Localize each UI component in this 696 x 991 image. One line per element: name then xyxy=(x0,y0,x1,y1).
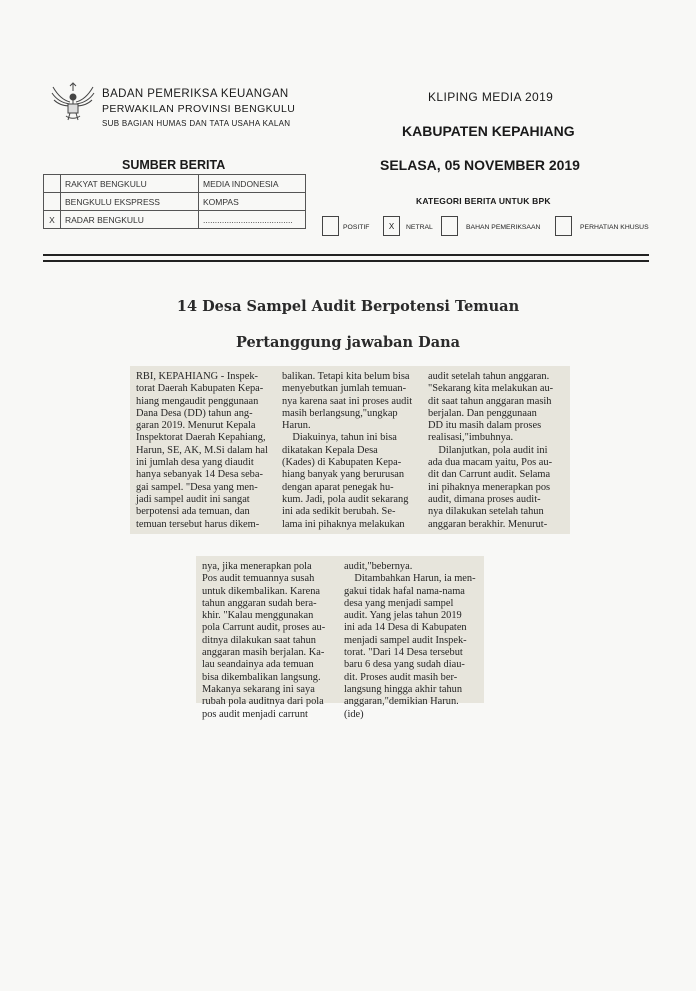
category-label: POSITIF xyxy=(343,224,370,231)
article-headline: 14 Desa Sampel Audit Berpotensi Temuan xyxy=(176,298,520,315)
source-name: RAKYAT BENGKULU xyxy=(61,175,199,193)
clipping-column: balikan. Tetapi kita belum bisa menyebutkan jumlah temuan- nya karena saat ini proses audit masih berlangsung,"ungkap Harun. Diakuinya, tahun ini bisa dikatakan Kepala Desa (Kades) di Kabupaten Kepa- hiang banyak yang berurusan dengan aparat penegak hu- kum. Jadi, pola audit sekarang ini ada sedikit berubah. Se- lama ini pihaknya melakukan xyxy=(282,371,413,530)
org-unit: SUB BAGIAN HUMAS DAN TATA USAHA KALAN xyxy=(102,119,291,128)
sources-table xyxy=(43,174,306,229)
source-name: BENGKULU EKSPRESS xyxy=(61,193,199,211)
clipping-column: nya, jika menerapkan pola Pos audit temuannya susah untuk dikembalikan. Karena tahun anggaran sudah bera- khir. "Kalau menggunakan pola Carrunt audit, proses au- ditnya dilakukan saat tahun anggaran masih berjalan. Ka- lau seandainya ada temuan bisa dikembalikan langsung. Makanya sekarang ini saya rubah pola auditnya dari pola pos audit menjadi carrunt xyxy=(202,561,326,720)
clipping-column: RBI, KEPAHIANG - Inspek- torat Daerah Kabupaten Kepa- hiang mengaudit penggunaan Dana Desa (DD) tahun ang- garan 2019. Menurut Kepala Inspektorat Daerah Kepahiang, Harun, SE, AK, M.Si dalam hal ini jumlah desa yang diaudit hanya sebanyak 14 Desa seba- gai sampel. "Desa yang men- jadi sampel audit ini sangat berpotensi ada temuan, dan temuan tersebut harus dikem- xyxy=(136,371,268,530)
divider xyxy=(43,254,649,256)
sources-title: SUMBER BERITA xyxy=(122,158,226,172)
garuda-emblem-icon xyxy=(48,74,98,124)
clipping-column: audit setelah tahun anggaran. "Sekarang kita melakukan au- dit saat tahun anggaran masih berjalan. Dan penggunaan DD itu masih dalam proses realisasi,"imbuhnya. Dilanjutkan, pola audit ini ada dua macam yaitu, Pos au- dit dan Carrunt audit. Selama ini pihaknya menerapkan pos audit, dimana proses audit- nya dilakukan setelah tahun anggaran berakhir. Menurut- xyxy=(428,371,554,530)
source-mark xyxy=(44,175,61,193)
category-title: KATEGORI BERITA UNTUK BPK xyxy=(416,196,551,206)
category-checkbox-positif xyxy=(322,216,339,236)
source-name: RADAR BENGKULU xyxy=(61,211,199,229)
clipping-column: audit,"bebernya. Ditambahkan Harun, ia men- gakui tidak hafal nama-nama desa yang menjadi sampel audit. Yang jelas tahun 2019 ini ada 14 Desa di Kabupaten menjadi sampel audit Inspek- torat. "Dari 14 Desa tersebut baru 6 desa yang sudah diau- dit. Proses audit masih ber- langsung hingga akhir tahun anggaran,"demikian Harun. (ide) xyxy=(344,561,476,720)
org-name: BADAN PEMERIKSA KEUANGAN xyxy=(102,88,289,100)
category-checkbox-perhatian-khusus xyxy=(555,216,572,236)
date-title: SELASA, 05 NOVEMBER 2019 xyxy=(380,157,580,173)
news-clipping-2 xyxy=(196,556,484,720)
source-row xyxy=(44,211,306,229)
source-name: MEDIA INDONESIA xyxy=(199,175,306,193)
org-branch: PERWAKILAN PROVINSI BENGKULU xyxy=(102,103,296,115)
category-checkbox-bahan-pemeriksaan xyxy=(441,216,458,236)
source-mark xyxy=(44,193,61,211)
category-label: BAHAN PEMERIKSAAN xyxy=(466,224,541,231)
source-name: KOMPAS xyxy=(199,193,306,211)
category-label: NETRAL xyxy=(406,224,433,231)
article-subheadline: Pertanggung jawaban Dana xyxy=(235,334,461,351)
source-row xyxy=(44,193,306,211)
category-label: PERHATIAN KHUSUS xyxy=(580,224,649,231)
kliping-title: KLIPING MEDIA 2019 xyxy=(428,90,554,104)
source-name: ...................................... xyxy=(199,211,306,229)
region-title: KABUPATEN KEPAHIANG xyxy=(402,123,575,139)
source-row xyxy=(44,175,306,193)
source-mark: X xyxy=(44,211,61,229)
news-clipping-1 xyxy=(130,366,570,534)
category-checkbox-netral: X xyxy=(383,216,400,236)
divider xyxy=(43,260,649,262)
